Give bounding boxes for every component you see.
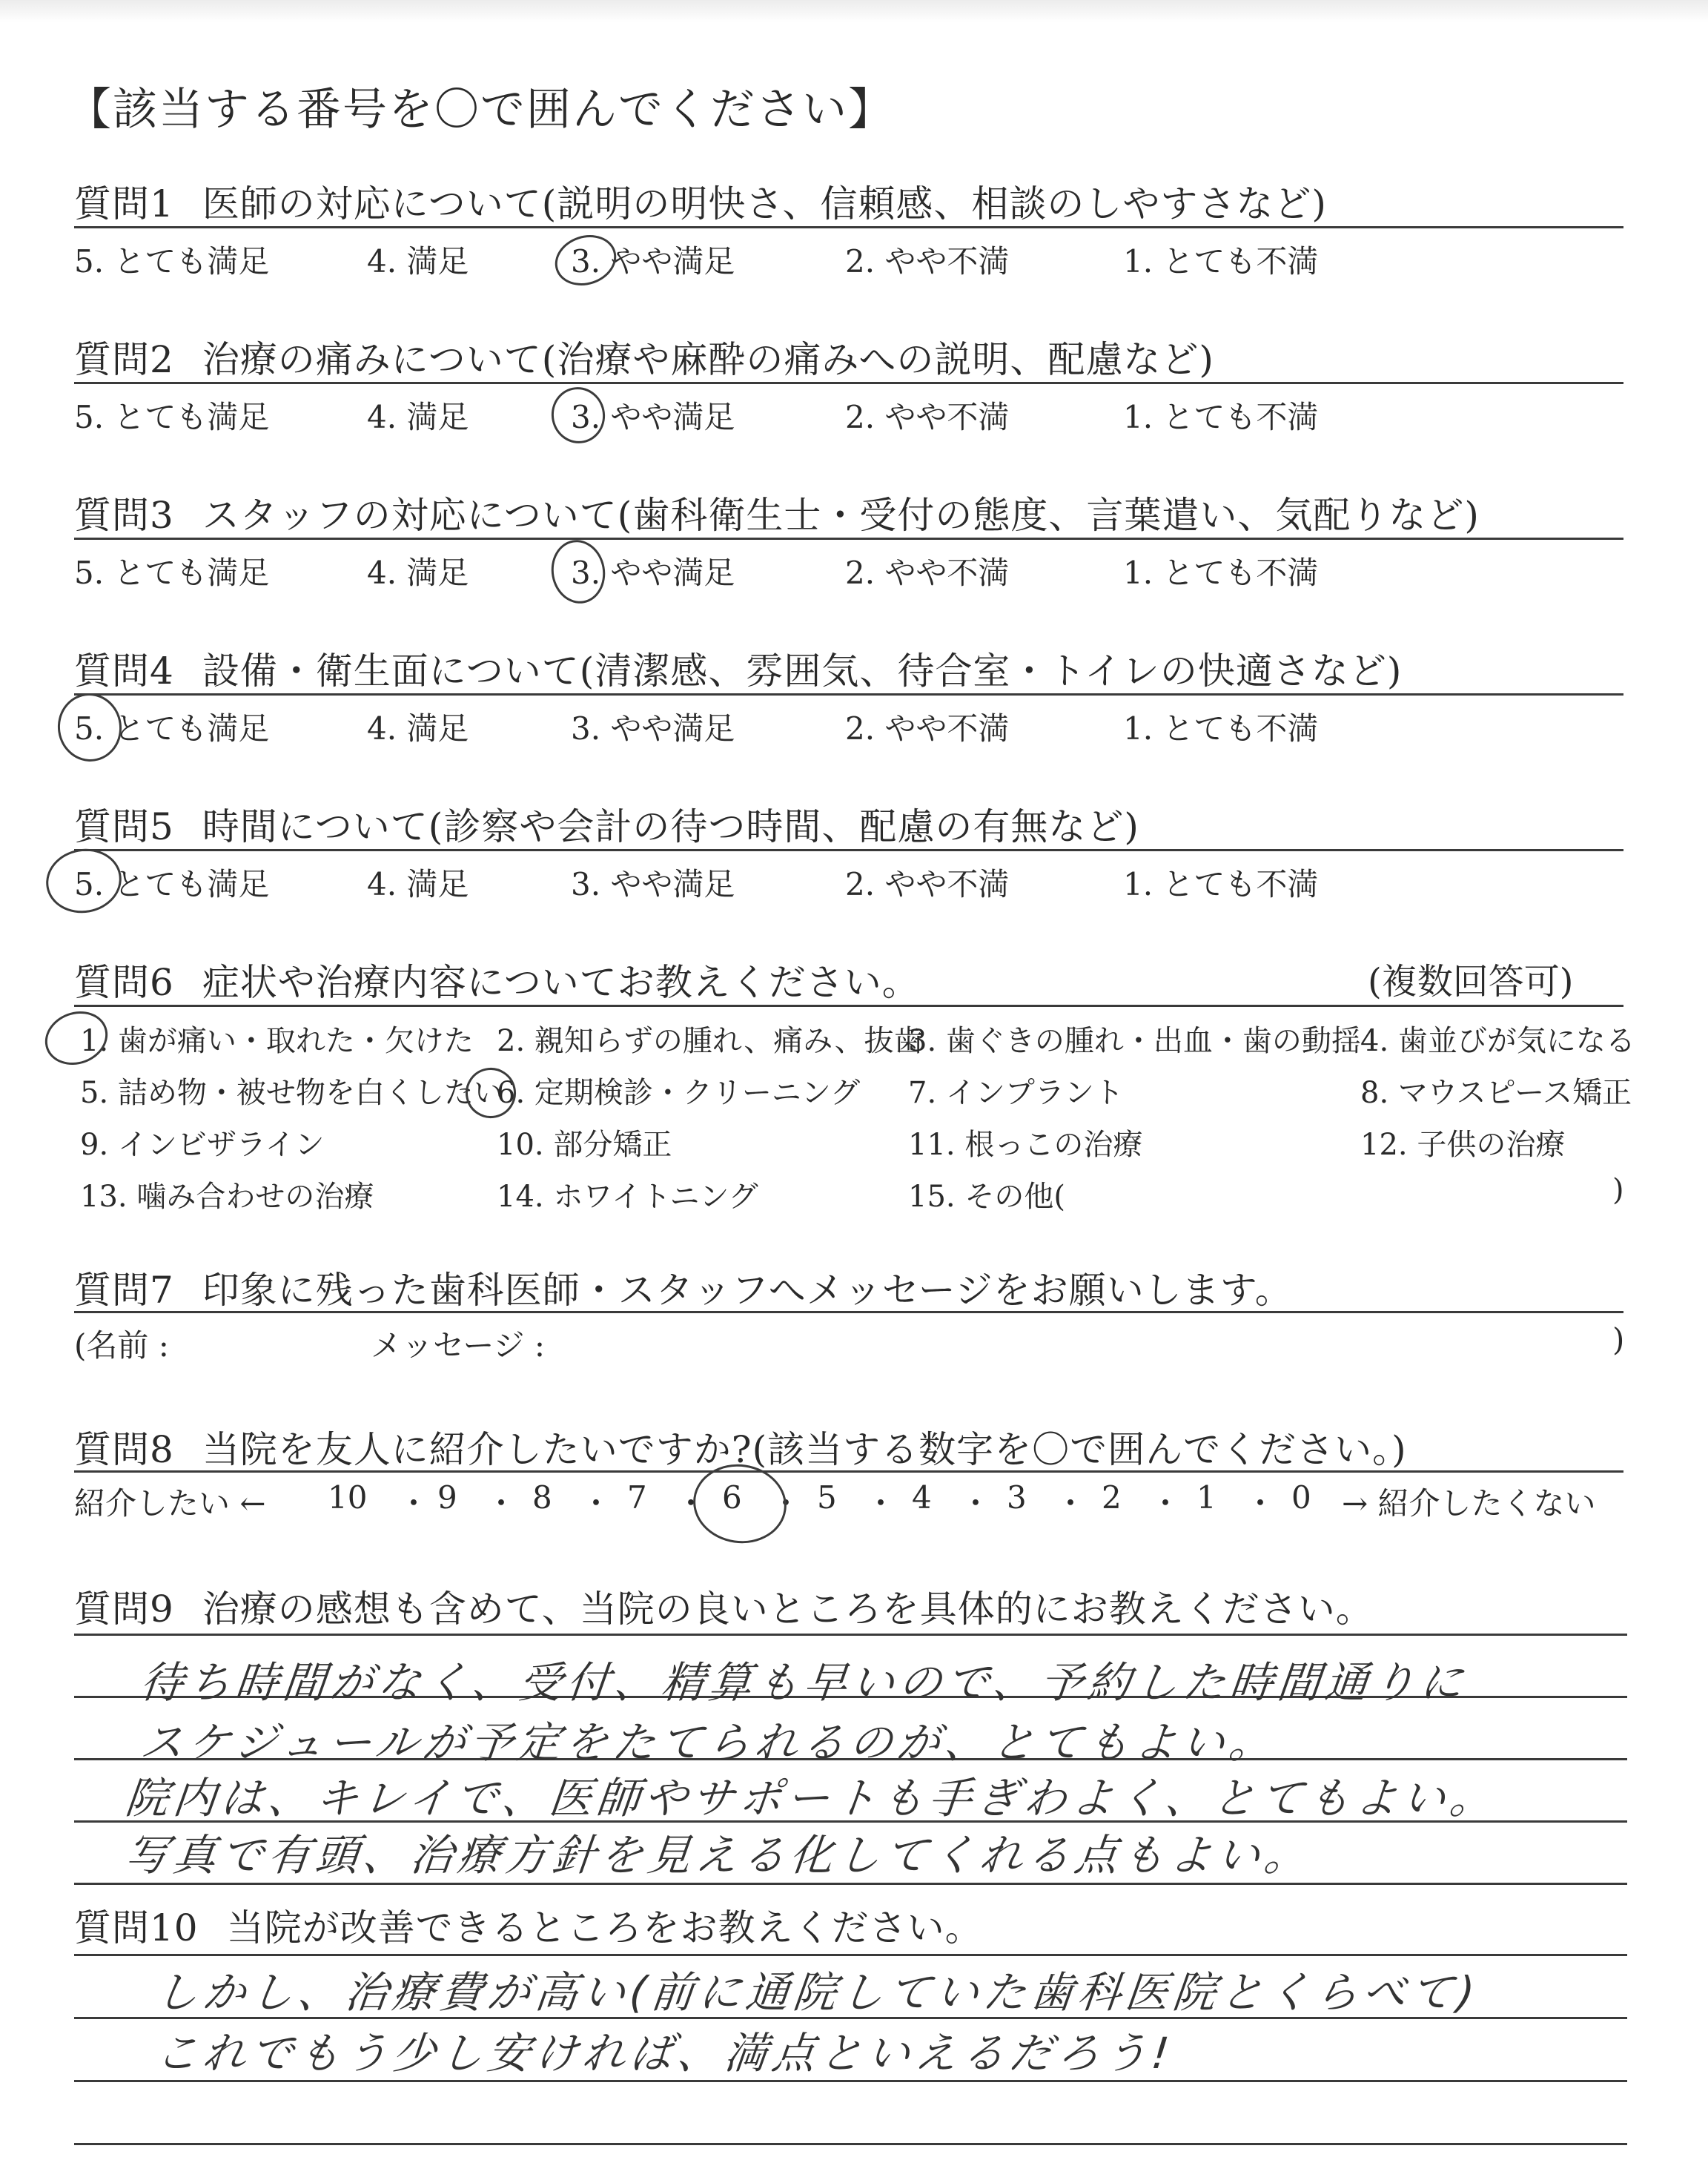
q6-selection-circle-1 (38, 1003, 116, 1073)
q6-option-6[interactable]: 6. 定期検診・クリーニング (497, 1076, 861, 1110)
question-6-heading (74, 953, 920, 1006)
q8-scale-5[interactable]: 5 (817, 1479, 837, 1516)
q9-answer-line (74, 1634, 1627, 1636)
q8-dot: ・ (1055, 1485, 1087, 1522)
question-8-rule (74, 1470, 1623, 1473)
question-6-number: 質問6 (74, 961, 174, 1004)
q5-option-4[interactable]: 4. 満足 (367, 866, 469, 902)
question-6-text: 症状や治療内容についてお教えください。 (202, 961, 920, 1004)
q5-selection-circle (41, 843, 126, 919)
q1-option-2[interactable]: 2. やや不満 (845, 243, 1010, 280)
question-1-text: 医師の対応について(説明の明快さ、信頼感、相談のしやすさなど) (202, 182, 1327, 225)
q6-option-2[interactable]: 2. 親知らずの腫れ、痛み、抜歯 (497, 1024, 924, 1058)
q8-right-label: → 紹介したくない (1342, 1485, 1596, 1522)
q8-dot: ・ (398, 1485, 430, 1522)
q3-option-2[interactable]: 2. やや不満 (845, 555, 1010, 591)
q1-option-4[interactable]: 4. 満足 (367, 243, 469, 280)
q9-handwritten-line-1: 待ち時間がなく、受付、精算も早いので、予約した時間通りに (137, 1657, 1470, 1708)
q6-option-13[interactable]: 13. 噛み合わせの治療 (80, 1180, 374, 1214)
q9-handwritten-line-3: 院内は、キレイで、医師やサポートも手ぎわよく、とてもよい。 (122, 1773, 1500, 1823)
q6-option-9[interactable]: 9. インビザライン (80, 1128, 325, 1162)
question-10-number: 質問10 (74, 1906, 199, 1949)
q8-scale-1[interactable]: 1 (1196, 1479, 1217, 1516)
q2-option-1[interactable]: 1. とても不満 (1123, 399, 1319, 435)
q4-option-2[interactable]: 2. やや不満 (845, 710, 1010, 747)
q4-option-3[interactable]: 3. やや満足 (571, 710, 735, 747)
q8-left-label: 紹介したい ← (74, 1485, 266, 1522)
q6-option-11[interactable]: 11. 根っこの治療 (908, 1128, 1143, 1162)
q6-option-10[interactable]: 10. 部分矯正 (497, 1128, 672, 1162)
page-title: 【該当する番号を〇で囲んでください】 (67, 84, 894, 136)
q8-dot: ・ (865, 1485, 897, 1522)
q8-scale-8[interactable]: 8 (532, 1479, 552, 1516)
q6-option-12[interactable]: 12. 子供の治療 (1360, 1128, 1566, 1162)
question-3-number: 質問3 (74, 494, 174, 537)
q2-selection-circle (546, 382, 610, 448)
q3-selection-circle (546, 535, 610, 607)
q8-dot: ・ (1150, 1485, 1182, 1522)
question-5-heading (74, 797, 1139, 851)
question-5-text: 時間について(診察や会計の待つ時間、配慮の有無など) (202, 805, 1139, 848)
q1-option-5[interactable]: 5. とても満足 (74, 243, 270, 280)
q10-answer-line (74, 2143, 1627, 2145)
q6-option-15[interactable]: 15. その他( (908, 1180, 1065, 1214)
question-9-text: 治療の感想も含めて、当院の良いところを具体的にお教えください。 (202, 1588, 1374, 1631)
q5-option-1[interactable]: 1. とても不満 (1123, 866, 1319, 902)
q6-option-14[interactable]: 14. ホワイトニング (497, 1180, 758, 1214)
q7-message-label: メッセージ : (371, 1327, 545, 1364)
question-2-number: 質問2 (74, 338, 174, 381)
question-10-heading (74, 1898, 983, 1952)
q4-selection-circle (53, 689, 126, 765)
q9-answer-line (74, 1883, 1627, 1885)
q8-dot: ・ (770, 1485, 802, 1522)
q4-option-1[interactable]: 1. とても不満 (1123, 710, 1319, 747)
q3-option-3[interactable]: 3. やや満足 (571, 555, 735, 591)
question-7-number: 質問7 (74, 1269, 174, 1312)
q3-option-4[interactable]: 4. 満足 (367, 555, 469, 591)
q8-scale-7[interactable]: 7 (627, 1479, 647, 1516)
question-5-number: 質問5 (74, 805, 174, 848)
q6-option-3[interactable]: 3. 歯ぐきの腫れ・出血・歯の動揺 (908, 1024, 1361, 1058)
question-8-text: 当院を友人に紹介したいですか?(該当する数字を〇で囲んでください。) (202, 1428, 1407, 1471)
q6-option-5[interactable]: 5. 詰め物・被せ物を白くしたい (80, 1076, 503, 1110)
q6-option-1[interactable]: 1. 歯が痛い・取れた・欠けた (80, 1024, 474, 1058)
question-2-text: 治療の痛みについて(治療や麻酔の痛みへの説明、配慮など) (202, 338, 1214, 381)
q2-option-4[interactable]: 4. 満足 (367, 399, 469, 435)
q6-option-8[interactable]: 8. マウスピース矯正 (1360, 1076, 1632, 1110)
question-4-text: 設備・衛生面について(清潔感、雰囲気、待合室・トイレの快適さなど) (202, 650, 1403, 693)
q4-option-4[interactable]: 4. 満足 (367, 710, 469, 747)
q6-other-close-paren: ) (1612, 1173, 1624, 1207)
q8-scale-0[interactable]: 0 (1291, 1479, 1311, 1516)
q8-scale-9[interactable]: 9 (437, 1479, 457, 1516)
q5-option-3[interactable]: 3. やや満足 (571, 866, 735, 902)
q7-name-label: (名前 : (74, 1327, 169, 1364)
q6-option-4[interactable]: 4. 歯並びが気になる (1360, 1024, 1635, 1058)
q8-scale-2[interactable]: 2 (1102, 1479, 1122, 1516)
question-4-number: 質問4 (74, 650, 174, 693)
q10-handwritten-line-2: これでもう少し安ければ、満点といえるだろう! (152, 2028, 1176, 2078)
q10-answer-line (74, 1954, 1627, 1956)
question-3-heading (74, 486, 1480, 539)
question-3-rule (74, 538, 1623, 540)
question-2-heading (74, 330, 1214, 383)
question-7-rule (74, 1311, 1623, 1313)
question-3-text: スタッフの対応について(歯科衛生士・受付の態度、言葉遣い、気配りなど) (202, 494, 1480, 537)
q8-dot: ・ (960, 1485, 992, 1522)
q1-option-3[interactable]: 3. やや満足 (571, 243, 735, 280)
question-10-text: 当院が改善できるところをお教えください。 (226, 1906, 983, 1949)
q8-scale-10[interactable]: 10 (328, 1479, 368, 1516)
q3-option-1[interactable]: 1. とても不満 (1123, 555, 1319, 591)
q8-dot: ・ (675, 1485, 707, 1522)
q8-dot: ・ (1245, 1485, 1277, 1522)
q8-scale-4[interactable]: 4 (912, 1479, 932, 1516)
q3-option-5[interactable]: 5. とても満足 (74, 555, 270, 591)
q9-handwritten-line-2: スケジュールが予定をたてられるのが、とてもよい。 (137, 1717, 1280, 1768)
question-1-number: 質問1 (74, 182, 174, 225)
q2-option-2[interactable]: 2. やや不満 (845, 399, 1010, 435)
q5-option-5[interactable]: 5. とても満足 (74, 866, 270, 902)
q8-scale-6[interactable]: 6 (722, 1479, 742, 1516)
question-1-rule (74, 226, 1623, 228)
q5-option-2[interactable]: 2. やや不満 (845, 866, 1010, 902)
q8-dot: ・ (486, 1485, 517, 1522)
q2-option-3[interactable]: 3. やや満足 (571, 399, 735, 435)
q8-scale-3[interactable]: 3 (1007, 1479, 1027, 1516)
question-6-rule (74, 1005, 1623, 1007)
question-8-number: 質問8 (74, 1428, 174, 1471)
q6-option-7[interactable]: 7. インプラント (908, 1076, 1124, 1110)
question-9-number: 質問9 (74, 1588, 174, 1631)
q10-handwritten-line-1: しかし、治療費が高い(前に通院していた歯科医院とくらべて) (152, 1967, 1482, 2018)
q8-dot: ・ (580, 1485, 612, 1522)
q1-option-1[interactable]: 1. とても不満 (1123, 243, 1319, 280)
question-5-rule (74, 849, 1623, 851)
q2-option-5[interactable]: 5. とても満足 (74, 399, 270, 435)
question-4-heading (74, 641, 1402, 695)
q4-option-5[interactable]: 5. とても満足 (74, 710, 270, 747)
question-6-multiple-note: (複数回答可) (1368, 961, 1574, 1003)
question-1-heading (74, 174, 1327, 228)
q7-close-paren: ) (1612, 1321, 1625, 1358)
question-2-rule (74, 382, 1623, 384)
question-7-text: 印象に残った歯科医師・スタッフへメッセージをお願いします。 (202, 1269, 1293, 1312)
question-7-heading (74, 1261, 1293, 1314)
q9-handwritten-line-4: 写真で有頭、治療方針を見える化してくれる点もよい。 (122, 1830, 1315, 1880)
question-9-heading (74, 1579, 1374, 1633)
question-4-rule (74, 693, 1623, 696)
